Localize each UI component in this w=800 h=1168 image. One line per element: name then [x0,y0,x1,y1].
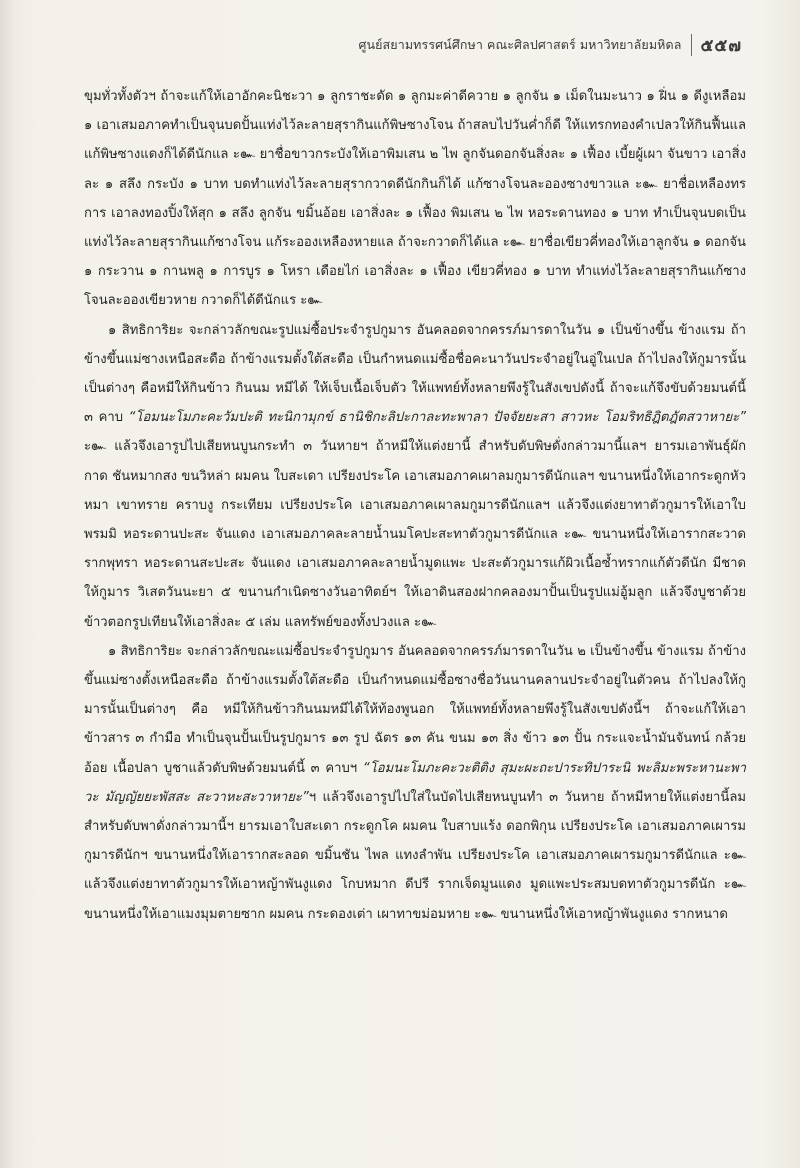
paragraph-2-text-b: ะ๛ แล้วจึงเอารูปไปเสียหนบูนกระทำ ๓ วันหายฯ ถ้าหมีให้แต่งยานี้ สำหรับดับพิษดั่งกล่าวมานี้แลฯ ยารมเอาพันธุ์ผักกาด ชันหมากสง ขนวิหล่า ผมคน ใบสะเดา เปรียงประโค เอาเสมอภาคเผาลมกูมารดีนักแลฯ ขนานหนึ่งให้เอากระดูกหัวหมา เขาทราย คราบงู กระเทียม เปรียงประโค เอาเสมอภาคเผาลมกูมารดีนักแลฯ แล้วจึงแต่งยาทาตัวกูมารให้เอาใบพรมมิ หอระดานปะสะ จันแดง เอาเสมอภาคละลายน้ำนมโคปะสะทาตัวกูมารดีนักแล ะ๛ ขนานหนึ่งให้เอารากสะวาด รากพุทรา หอระดานสะปะสะ จันแดง เอาเสมอภาคละลายน้ำมูดแพะ ปะสะตัวกูมารแก้ผิวเนื้อซ้ำทรากแก้ตัวดีนัก มีชาดให้กูมาร วิเสตวันนะยา ๕ ขนานกำเนิดซางวันอาทิตย์ฯ ให้เอาดินสองฝากคลองมาปั้นเป็นรูปแม่อู้มลูก แล้วจึงบูชาด้วยข้าวตอกรูปเทียนให้เอาสิ่งละ ๕ เล่ม แลทรัพย์ของทั้งปวงแล ะ๛ [84,439,746,630]
page-number: ๕๕๗ [700,35,742,56]
paragraph-2-text-a: ๑ สิทธิการิยะ จะกล่าวลักขณะรูปแม่ซื้อประจำรูปกูมาร อันคลอดจากครรภ์มารดาในวัน ๑ เป็นข้างขึ้น ข้างแรม ถ้าข้างขึ้นแม่ซางเหนือสะดือ ถ้าข้างแรมตั้งใต้สะดือ เป็นกำหนดแม่ซื้อชื่อคะนาวันประจำอยู่ในอู่ในเปล ถ้าไปลงให้กูมารนั้นเป็นต่างๆ คือหมีให้กินข้าว กินนม หมีได้ ให้เจ็บเนื้อเจ็บตัว ให้แพทย์ทั้งหลายพึงรู้ในสังเขปดังนี้ ถ้าจะแก้จึงขับด้วยมนต์นี้ ๓ คาบ [84,322,746,426]
running-header [358,30,742,60]
paragraph-2-incantation: “โอมนะโมภะคะวัมปะติ ทะนิกามุกข์ ธานิชิกะลิปะกาละทะพาลา ปัจจัยยะสา สาวหะ โอมริทธิฎิตฎัตสวาหายะ” [128,410,746,426]
paragraph-2 [84,316,746,637]
paragraph-1 [84,82,746,316]
gutter-shadow [0,0,14,1168]
paragraph-3-text-b: ฯ แล้วจึงเอารูปไปใส่ในบัดไปเสียหนบูนทำ ๓ วันหาย ถ้าหมีหายให้แต่งยานี้ลมสำหรับดับพาดั่งกล่าวมานี้ฯ ยารมเอาใบสะเดา กระดูกโค ผมคน ใบสาบแร้ง ดอกพิกุน เปรียงประโค เอาเสมอภาคเผารมกูมารดีนักฯ ขนานหนึ่งให้เอารากสะลอด ขมิ้นชัน ไพล แทงลำพัน เปรียงประโค เอาเสมอภาคเผารมกูมารดีนักแล ะ๛ แล้วจึงแต่งยาทาตัวกูมารให้เอาหญ้าพันงูแดง โกบหมาก ดีปรี รากเจ็ดมูนแดง มูดแพะประสมบดทาตัวกูมารดีนัก ะ๛ ขนานหนึ่งให้เอาแมงมุมตายซาก ผมคน กระดองเต่า เผาทาขม่อมหาย ะ๛ ขนานหนึ่งให้เอาหญ้าพันงูแดง รากหนาด [84,789,746,922]
paragraph-1-text: ขุมทั่วทั้งตัวฯ ถ้าจะแก้ให้เอาอักคะนิชะวา ๑ ลูกราชะดัด ๑ ลูกมะค่าดีควาย ๑ ลูกจัน ๑ เม็ดในมะนาว ๑ ฝิ่น ๑ ดีงูเหลือม ๑ เอาเสมอภาคทำเป็นจุนบดปั้นแท่งไว้ละลายสุรากินแก้พิษซางโจน ถ้าสลบไปวันค่ำก็ดี ให้แทรกทองคำเปลวให้กินฟื้นแล แก้พิษซางแดงก็ได้ดีนักแล ะ๛ ยาชื่อขาวกระบังให้เอาพิมเสน ๒ ไพ ลูกจันดอกจันสิ่งละ ๑ เฟื้อง เบี้ยผู้เผา จันขาว เอาสิ่งละ ๑ สลึง กระบัง ๑ บาท บดทำแท่งไว้ละลายสุรากวาดดีนักกินก็ได้ แก้ซางโจนละอองซางขาวแล ะ๛ ยาชื่อเหลืองทรการ เอาลงทองปิ้งให้สุก ๑ สลึง ลูกจัน ขมิ้นอ้อย เอาสิ่งละ ๑ เฟื้อง พิมเสน ๒ ไพ หอระดานทอง ๑ บาท ทำเป็นจุนบดเป็นแท่งไว้ละลายสุรากินแก้ซางโจน แก้ระอองเหลืองหายแล ถ้าจะกวาดก็ได้แล ะ๛ ยาชื่อเขียวคี่ทองให้เอาลูกจัน ๑ ดอกจัน ๑ กระวาน ๑ กานพลู ๑ การบูร ๑ โหรา เดือยไก่ เอาสิ่งละ ๑ เฟื้อง เขียวคี่ทอง ๑ บาท ทำแท่งไว้ละลายสุรากินแก้ซางโจนละอองเขียวหาย กวาดก็ได้ดีนักแร ะ๛ [84,89,746,309]
paragraph-3-incantation: “โอมนะโมภะคะวะติติง สุมะผะถะปาระทิปาระนิ พะลิมะพระหานะพาวะ มัญญัยยะพัสสะ สะวาหะสะวาหายะ” [84,760,747,805]
header-title: ศูนย์สยามทรรศน์ศึกษา คณะศิลปศาสตร์ มหาวิทยาลัยมหิดล [358,37,682,52]
paragraph-3-text-a: ๑ สิทธิการิยะ จะกล่าวลักขณะแม่ซื้อประจำรูปกูมาร อันคลอดจากครรภ์มารดาในวัน ๒ เป็นข้างขึ้น ข้างแรม ถ้าข้างขึ้นแม่ซางตั้งเหนือสะดือ ถ้าข้างแรมตั้งใต้สะดือ เป็นกำหนดแม่ซื้อซางชื่อวันนานคลานประจำอยู่ในตัวคน ถ้าไปลงให้กูมารนั้นเป็นต่างๆ คือ หมีให้กินข้าวกินนมหมีได้ให้ท้องพูนอก ให้แพทย์ทั้งหลายพึงรู้ในสังเขปดังนี้ฯ ถ้าจะแก้ให้เอาข้าวสาร ๓ กำมือ ทำเป็นจุนปั้นเป็นรูปกูมาร ๑๓ รูป ฉัตร ๑๓ คัน ขนม ๑๓ สิ่ง ข้าว ๑๓ ปั้น กระแจะน้ำมันจันทน์ กล้วยอ้อย เนื้อปลา บูชาแล้วดับพิษด้วยมนต์นี้ ๓ คาบฯ [84,643,746,776]
paragraph-3 [84,637,746,929]
body-text [84,82,746,929]
header-divider [691,34,692,56]
